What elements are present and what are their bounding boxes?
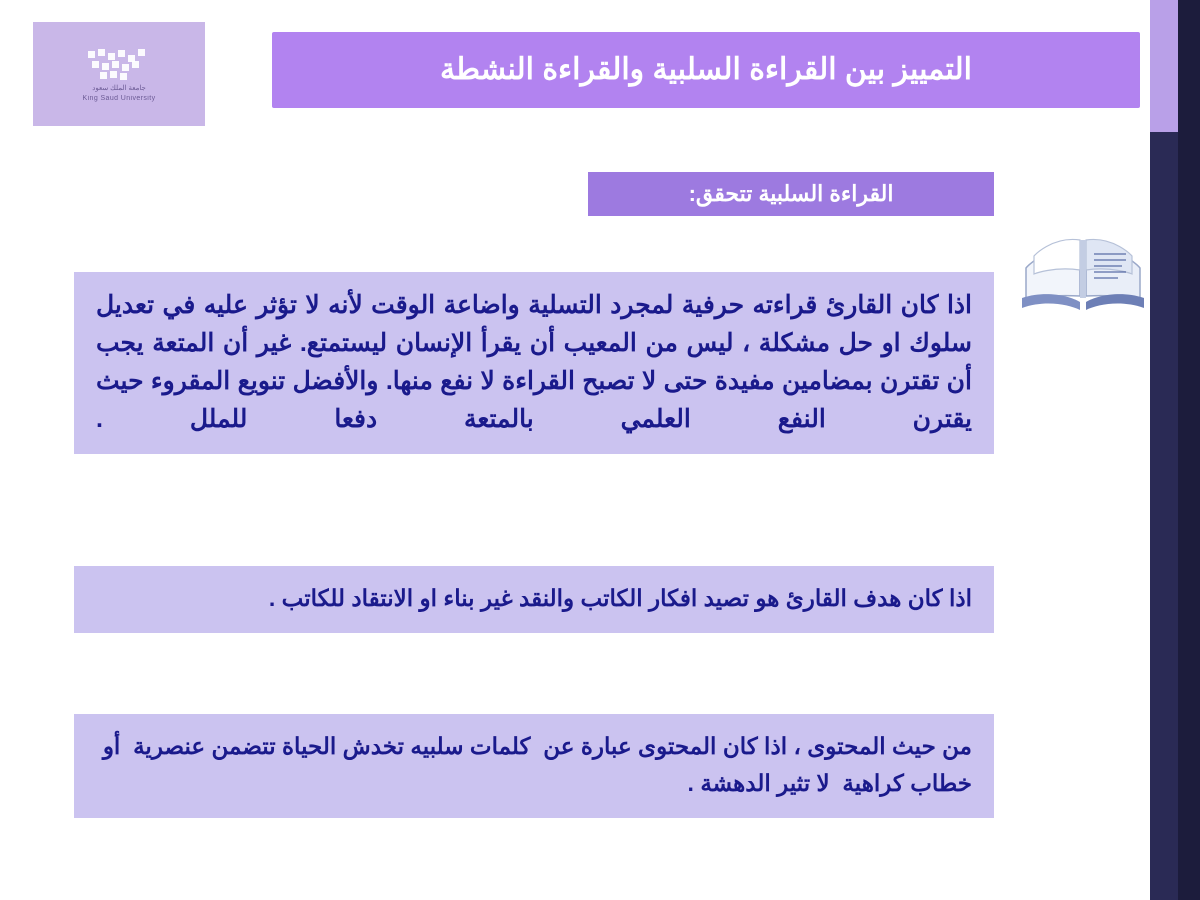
content-block-1	[74, 272, 994, 454]
slide-subtitle-bar	[588, 172, 994, 216]
slide-title: التمييز بين القراءة السلبية والقراءة النشطة	[440, 53, 973, 86]
university-logo	[33, 22, 205, 126]
slide-edge-dark-bar	[1178, 0, 1200, 900]
logo-mark-icon	[84, 47, 154, 81]
open-book-icon	[1016, 150, 1150, 326]
content-block-3	[74, 714, 994, 818]
content-block-2-text: اذا كان هدف القارئ هو تصيد افكار الكاتب والنقد غير بناء او الانتقاد للكاتب .	[268, 585, 972, 611]
content-block-2	[74, 566, 994, 633]
content-block-1-text: اذا كان القارئ قراءته حرفية لمجرد التسلية واضاعة الوقت لأنه لا تؤثر عليه في تعديل سلوك او حل مشكلة ، ليس من المعيب أن يقرأ الإنسان ليستمتع. غير أن المتعة يجب أن تقترن بمضامين مفيدة حتى لا تصبح القراءة لا نفع منها. والأفضل تنويع المقروء حيث يقترن النفع العلمي بالمتعة دفعا للملل .	[89, 291, 972, 433]
slide-title-banner	[272, 32, 1140, 108]
slide-edge-purple-bar	[1150, 0, 1178, 132]
logo-text-arabic: جامعة الملك سعود	[92, 84, 146, 92]
logo-text-english: King Saud University	[82, 94, 156, 102]
slide-edge-navy-bar	[1150, 132, 1178, 900]
content-block-3-text: من حيث المحتوى ، اذا كان المحتوى عبارة عن كلمات سلبيه تخدش الحياة تتضمن عنصرية أو خطاب كراهية لا تثير الدهشة .	[96, 733, 972, 796]
slide-subtitle: القراءة السلبية تتحقق:	[688, 181, 894, 206]
logo-inner	[59, 37, 179, 111]
